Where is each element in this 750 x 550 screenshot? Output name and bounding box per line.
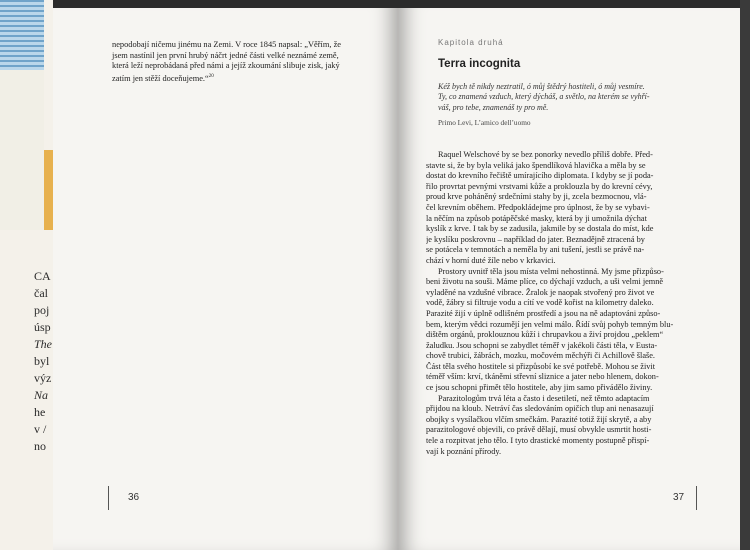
crop-mark-left bbox=[108, 486, 109, 510]
chapter-label: Kapitola druhá bbox=[438, 38, 504, 47]
body-line: Prostory uvnitř těla jsou místa velmi nehostinná. My jsme přizpůso- bbox=[438, 266, 664, 276]
body-line: vyladěné na vzdušné vibrace. Žralok je naopak stvořený pro život ve bbox=[426, 287, 655, 297]
top-shadow bbox=[53, 0, 740, 8]
body-line: beni životu na souši. Máme plíce, co dýchají vzduch, a uši velmi jemně bbox=[426, 277, 664, 287]
footnote-mark: 20 bbox=[208, 73, 214, 79]
body-line: proud krve poháněný srdečními stahy by ji, zcela bezmocnou, vlá- bbox=[426, 192, 647, 202]
body-line: vají k poznání přírody. bbox=[426, 446, 502, 456]
body-line: chově trubici, žábrách, mozku, močovém měchýři či Achillově šlaše. bbox=[426, 351, 656, 361]
body-line: tele a rozpitvat jeho tělo. I tyto drastické momenty postupně přispí- bbox=[426, 436, 650, 446]
behind-page-fragment bbox=[34, 268, 52, 455]
body-line: stavte si, že by byla veliká jako špendlíková hlavička a měla by se bbox=[426, 160, 646, 170]
body-line: ce jsou schopni přimět tělo hostitele, aby jim samo přivádělo živiny. bbox=[426, 383, 653, 393]
fragment-line: v / bbox=[34, 422, 47, 436]
right-page-edge bbox=[740, 0, 750, 550]
chapter-title: Terra incognita bbox=[438, 58, 521, 70]
epigraph-line: Ty, co znamená vzduch, který dýcháš, a světlo, na kterém se vyhří- bbox=[438, 92, 650, 102]
body-line: Parazitologům trvá léta a často i desetiletí, než těmto adaptacím bbox=[438, 393, 650, 403]
left-line: nepodobají ničemu jinému na Zemi. V roce 1845 napsal: „Věřím, že bbox=[112, 40, 342, 49]
crop-mark-right bbox=[696, 486, 697, 510]
body-line: parazitologové objevili, co právě dělají, musí obvykle usmrtit hosti- bbox=[426, 425, 652, 435]
fragment-line: výz bbox=[34, 371, 52, 385]
page-number-right: 37 bbox=[673, 492, 685, 503]
page-number-left: 36 bbox=[128, 492, 140, 503]
body-line: je kyslíku poskrovnu – například do jater. Beznadějně ztracená by bbox=[426, 234, 645, 244]
epigraph-source: Primo Levi, L’amico dell’uomo bbox=[438, 118, 531, 127]
epigraph-line: Kéž bych tě nikdy neztratil, ó můj štědrý hostiteli, ó můj vesmíre. bbox=[438, 82, 645, 91]
body-line: přijdou na kloub. Netráví čas sledováním opičích tlup ani nenasazují bbox=[426, 404, 654, 414]
fragment-line: Na bbox=[34, 388, 49, 402]
left-line: jsem nastínil jen první hrubý náčrt jedné části velké neznámé země, bbox=[112, 50, 339, 60]
body-line: obojky s vysílačkou vlčím smečkám. Parazité totiž žijí skrytě, a aby bbox=[426, 414, 652, 424]
body-line: vodě, žábry si filtruje vodu a cítí ve vodě kořist na kilometry daleko. bbox=[426, 298, 654, 308]
body-line: téměř vším: krví, tkáněmi střevní sliznice a jater nebo hlenem, dokon- bbox=[426, 372, 659, 382]
body-line: Část těla svého hostitele si přizpůsobí ke své potřebě. Mohou se živit bbox=[426, 361, 656, 371]
fragment-line: no bbox=[34, 439, 46, 453]
fragment-line: CA bbox=[34, 269, 51, 283]
body-line: řilo provrtat pevnými vrstvami kůže a proklouzla by do krevní cévy, bbox=[426, 181, 653, 191]
body-line: čel krevním oběhem. Předpokládejme pro úplnost, že by se vybavi- bbox=[426, 202, 650, 212]
fragment-line: byl bbox=[34, 354, 50, 368]
right-page-body bbox=[426, 150, 702, 457]
fragment-line: he bbox=[34, 405, 46, 419]
body-line: Raquel Welschové by se bez ponorky nevedlo příliš dobře. Před- bbox=[438, 150, 653, 159]
body-line: la něčím na způsob potápěčské masky, která by ji umožnila dýchat bbox=[426, 213, 647, 223]
body-line: dostat do krevního řečiště umírajícího diplomata. I kdyby se jí poda- bbox=[426, 171, 654, 181]
fragment-line: čal bbox=[34, 286, 48, 300]
epigraph bbox=[438, 82, 693, 113]
body-line: žaludku. Jsou schopni se zabydlet téměř v jakékoli části těla, v Eusta- bbox=[426, 340, 658, 350]
fragment-line: poj bbox=[34, 303, 50, 317]
left-page-text bbox=[112, 40, 384, 84]
left-line-text: zatím jen stěží doceňujeme.“ bbox=[112, 73, 209, 83]
epigraph-line: váš, pro tebe, znamenáš ty pro mě. bbox=[438, 102, 549, 112]
body-line: se potácela v temnotách a neměla by ani tušení, jestli se právě na- bbox=[426, 245, 645, 255]
left-line bbox=[112, 72, 384, 84]
fragment-line: The bbox=[34, 337, 52, 351]
body-line: chází v horní duté žíle nebo v krkavici. bbox=[426, 255, 556, 265]
book-stack-behind bbox=[0, 0, 60, 550]
body-line: bem, kterým vědci rozumějí jen velmi málo. Řídí svůj pohyb temným blu- bbox=[426, 319, 674, 329]
body-line: Parazité žijí v úplně odlišném prostředí a jsou na ně adaptováni způso- bbox=[426, 308, 661, 318]
cover-panel bbox=[0, 70, 44, 230]
body-line: dištěm orgánů, proklouznou kůží i chrupavkou a živí projdou „peklem“ bbox=[426, 330, 664, 340]
fragment-line: úsp bbox=[34, 320, 51, 334]
left-line: která leží neprobádaná před námi a jejíž zkoumání slibuje zisk, jaký bbox=[112, 61, 340, 70]
blue-striped-cover bbox=[0, 0, 44, 70]
body-line: kyslík z krve. I tak by se zadusila, jakmile by se dostala do míst, kde bbox=[426, 224, 654, 234]
